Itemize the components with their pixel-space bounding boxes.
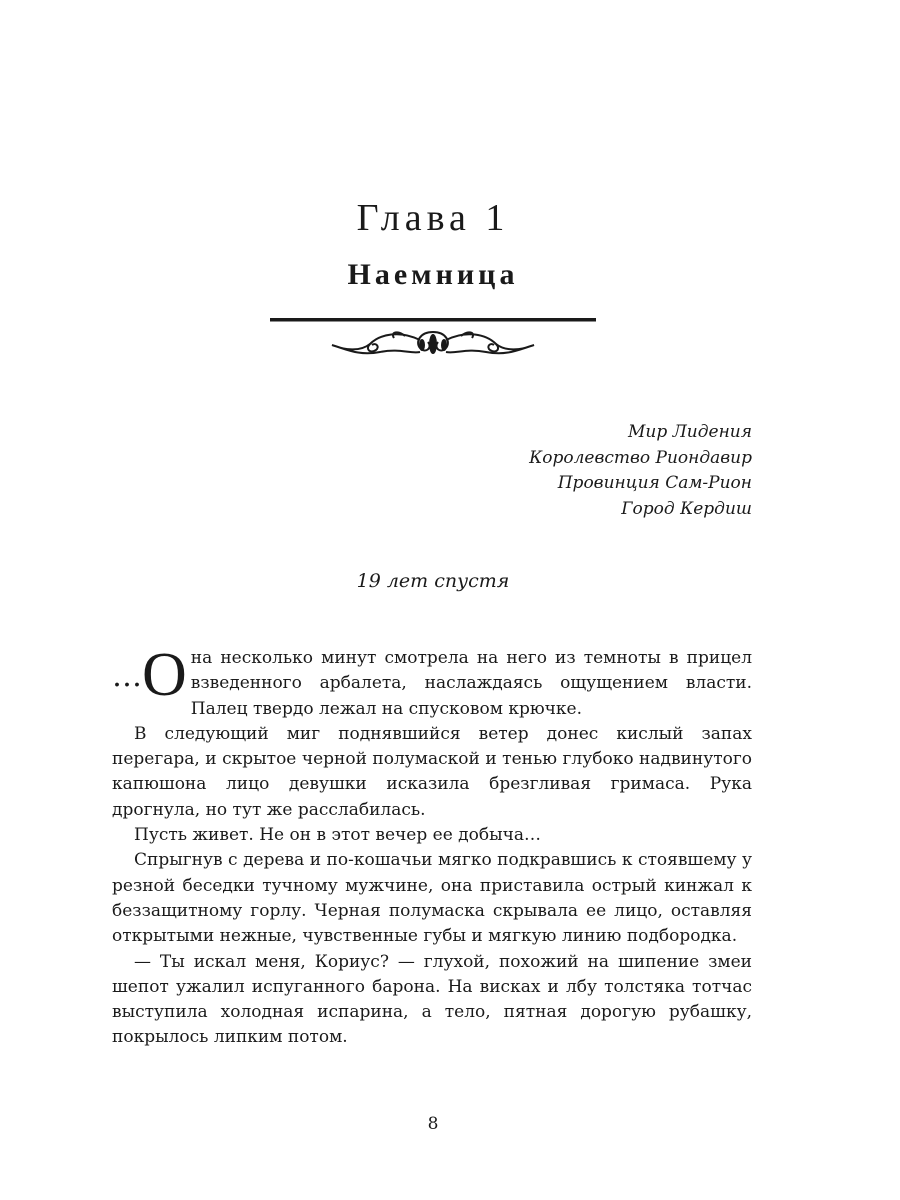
decorative-ornament-icon	[270, 312, 596, 364]
paragraph: — Ты искал меня, Кориус? — глухой, похожий на шипение змеи шепот ужалил испуганного барона. На висках и лбу толстяка тотчас выступила холодная испарина, а тело, пятная дорогую рубашку, покрылось липким потом.	[112, 951, 752, 1048]
paragraph: В следующий миг поднявшийся ветер донес кислый запах перегара, и скрытое черной полумаской и тенью глубоко надвинутого капюшона лицо девушки исказила брезгливая гримаса. Рука дрогнула, но тут же расслабилась.	[112, 723, 752, 820]
chapter-number: Глава 1	[356, 197, 510, 239]
location-epigraph	[529, 420, 752, 522]
page-number: 8	[427, 1114, 439, 1134]
location-kingdom: Королевство Риондавир	[529, 447, 752, 468]
paragraph: Пусть живет. Не он в этот вечер ее добыча…	[134, 825, 542, 846]
chapter-body	[112, 641, 752, 1051]
location-city: Город Кердиш	[621, 498, 752, 519]
paragraph-text: на несколько минут смотрела на него из темноты в прицел взведенного арбалета, наслаждаясь ощущением власти. Палец твердо лежал на спусковом крючке.	[190, 648, 752, 719]
chapter-title: Наемница	[347, 258, 519, 291]
location-province: Провинция Сам-Рион	[557, 473, 752, 493]
lead-ellipsis: …	[112, 659, 142, 694]
time-caption: 19 лет спустя	[356, 570, 510, 592]
location-world: Мир Лидения	[627, 422, 752, 442]
paragraph: Спрыгнув с дерева и по-кошачьи мягко подкравшись к стоявшему у резной беседки тучному мужчине, она приставила острый кинжал к беззащитному горлу. Черная полумаска скрывала ее лицо, оставляя открытыми нежные, чувственные губы и мягкую линию подбородка.	[112, 850, 752, 947]
drop-cap: О	[142, 641, 187, 709]
paragraph	[112, 641, 752, 722]
